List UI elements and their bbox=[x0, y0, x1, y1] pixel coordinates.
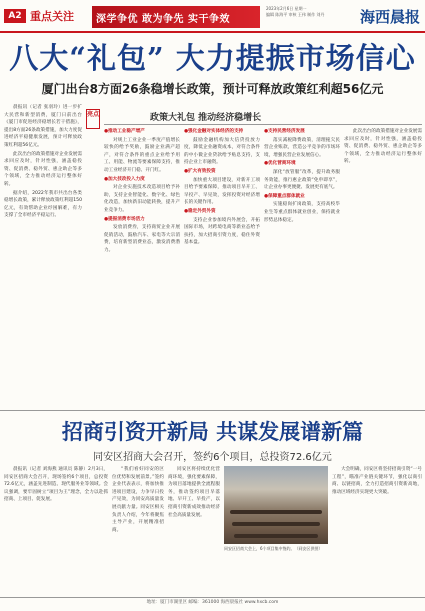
story2-column-5 bbox=[332, 466, 422, 594]
story1-lead-2: 此次出台的政策措施对企业发展需求回应及时，针对性强，涵盖稳投资、促消费、稳外贸、惠企助企等多个领域，全力推动经济运行整体好转。 bbox=[4, 151, 82, 187]
column2-item-3-text: 发放消费券，支持商贸企业开展促销活动，鼓励汽车、家电等大宗消费，培育新型消费业态，激发消费潜力。 bbox=[104, 225, 180, 253]
section-rule bbox=[104, 124, 422, 125]
story2-headline: 招商引资开新局 共谋发展谱新篇 bbox=[61, 419, 364, 444]
column4-item-1-heading: ●支持民营经济发展 bbox=[264, 129, 305, 134]
signing-ceremony-photo bbox=[224, 466, 328, 544]
highlight-tag: 亮点 bbox=[86, 109, 100, 129]
story1-column-4 bbox=[264, 128, 340, 404]
column2-item-2-text: 对企业实施技术改造项目给予补助，支持企业智能化、数字化、绿色化改造，加快新旧动能转换，提升产业竞争力。 bbox=[104, 185, 180, 213]
story1-subhead: 厦门出台8方面26条稳增长政策，预计可释放政策红利超56亿元 bbox=[41, 82, 384, 96]
section-title: 重点关注 bbox=[30, 10, 74, 23]
story1-lead-column bbox=[4, 104, 82, 404]
story2-subhead: 同安区招商大会召开，签约6个项目，总投资72.6亿元 bbox=[93, 452, 332, 463]
column4-item-2-heading: ●优化营商环境 bbox=[264, 161, 296, 167]
page-header bbox=[0, 0, 425, 34]
story1-column-3 bbox=[184, 128, 260, 404]
column4-item-3-text: 实施稳岗扩岗政策，支持高校毕业生等重点群体就业创业，保持就业形势总体稳定。 bbox=[264, 202, 340, 223]
photo-people-row-2 bbox=[232, 522, 320, 526]
newspaper-logo: 海西晨报 bbox=[360, 8, 421, 26]
story1-lead-3: 据介绍，2022年我市共出台各类稳增长政策，累计释放政策红利超150亿元，有效帮助企业纾困解难，有力支撑了全市经济平稳运行。 bbox=[4, 190, 82, 219]
story2-col3-text: 同安区将持续优化营商环境，强化要素保障，为项目落地提供全流程服务，推动签约项目早落地、早开工、早投产，以招商引资新成效推动经济社会高质量发展。 bbox=[168, 467, 220, 518]
column2-item-2-heading: ●加大技改投入力度 bbox=[104, 176, 145, 182]
editor-line: 编辑 陈海平 审核 王伟 制作 刘丹 bbox=[266, 12, 325, 17]
footer-rule bbox=[0, 597, 425, 598]
story1-column-5 bbox=[344, 128, 422, 404]
page-footer: 地址：厦门市湖里区 邮编：361000 海西晨报社 www.hxcb.com bbox=[146, 600, 279, 605]
column3-item-3-text: 支持企业参加境内外展会，开拓国际市场，对跨境电商等新业态给予扶持，加大招商引资力度，稳住外资基本盘。 bbox=[184, 217, 260, 246]
column4-item-2-text: 深化“放管服”改革，提升政务服务效能，推行惠企政策“免申即享”，让企业办事更便捷、发展更有底气。 bbox=[264, 169, 340, 191]
column3-item-1-text: 鼓励金融机构加大信贷投放力度，降低企业融资成本，对符合条件的中小微企业贷款给予贴息支持，支持企业上市融资。 bbox=[184, 137, 260, 166]
column4-item-1-text: 落实减税降费政策，清理拖欠民营企业账款，营造公平竞争的市场环境，增强民营企业发展信心。 bbox=[264, 137, 340, 158]
story1-column-2 bbox=[104, 128, 180, 404]
column5-text: 此次出台的政策措施对企业发展需求回应及时，针对性强，涵盖稳投资、促消费、稳外贸、惠企助企等多个领域，全力推动经济运行整体好转。 bbox=[344, 129, 422, 165]
issue-date: 2023年2月6日 星期一 bbox=[266, 6, 307, 11]
column2-item-1-text: 对规上工业企业一季度产值增长较快的给予奖励，鼓励企业满产超产，对符合条件的重点企业给予用工、用能、物流等要素保障支持，推动工业经济开门稳、开门红。 bbox=[104, 137, 180, 173]
column3-item-1-heading: ●强化金融对实体经济的支持 bbox=[184, 129, 244, 134]
photo-people-row-1 bbox=[230, 510, 322, 514]
story2-column-2 bbox=[112, 466, 164, 594]
story1-lead: 晨报讯（记者 张羽玲）进一步扩大民营和新型消费，厦门日前出台《厦门市促进经济稳增长若干措施》，提出8方面26条政策措施，加大力度促进经济平稳健康发展，预计可释放政策红利超56亿元。 bbox=[4, 105, 82, 148]
story1-headline: 八大“礼包” 大力提振市场信心 bbox=[9, 41, 416, 75]
story2-col2-text: “我们看好同安的区位优势和发展前景。”签约企业代表表示，将加快推进项目建设，力争早日投产见效，为同安高质量发展贡献力量。同安区相关负责人介绍，今年将聚焦主导产业，开展精准招商。 bbox=[112, 467, 164, 533]
column3-item-3-heading: ●稳定外贸外资 bbox=[184, 208, 216, 214]
story2-column-1 bbox=[4, 466, 108, 594]
story2-col1-text: 晨报讯（记者 刘海燕 通讯员 陈静）2月3日，同安区招商大会召开，现场签约6个项目，总投资72.6亿元，涵盖先进制造、现代服务业等领域。会议强调，要牢固树立“项目为王”理念，全力以赴抓招商、上项目、促发展。 bbox=[4, 467, 108, 503]
header-meta bbox=[266, 6, 358, 18]
photo-caption: 同安区招商大会上，6个项目集中签约。（同安区供图） bbox=[224, 546, 323, 551]
column3-item-2-heading: ●扩大有效投资 bbox=[184, 168, 216, 174]
column2-item-1-heading: ●推动工业稳产增产 bbox=[104, 129, 145, 134]
slogan-text: 深学争优 敢为争先 实干争效 bbox=[96, 14, 230, 25]
story1-section-title: 政策大礼包 推动经济稳增长 bbox=[150, 113, 262, 123]
column4-item-3-heading: ●保障重点群体就业 bbox=[264, 193, 305, 199]
story2-column-3 bbox=[168, 466, 220, 594]
page-number: A2 bbox=[4, 9, 26, 23]
story2-col5-text: 大会明确，同安区将坚持招商引资“一号工程”，瞄准产业链关键环节，强化以商引商、以链招商，全力打造招商引资新高地，推动区域经济实现更大突破。 bbox=[332, 467, 422, 495]
photo-people-row-3 bbox=[234, 534, 318, 538]
slogan-banner bbox=[92, 6, 260, 28]
story-divider bbox=[0, 410, 425, 411]
column3-item-2-text: 加快重大项目建设，对新开工项目给予要素保障，推动项目早开工、早投产、早见效，发挥投资对经济增长的关键作用。 bbox=[184, 177, 260, 206]
column2-item-3-heading: ●提振消费市场活力 bbox=[104, 216, 145, 222]
header-rule bbox=[0, 31, 425, 33]
